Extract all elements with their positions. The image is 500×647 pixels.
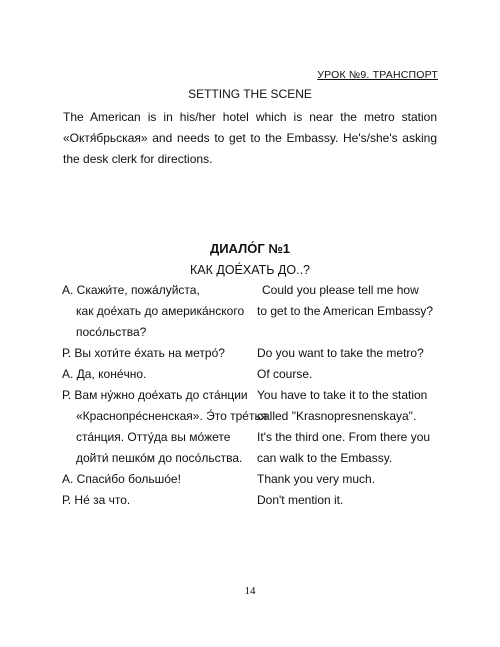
dialog-ru-line: А. Да, коне́чно. <box>62 367 147 381</box>
dialog-ru-line: «Краснопре́сненская». Э́то тре́тья <box>76 409 268 423</box>
dialog-ru-line: Р. Не́ за что. <box>62 493 131 507</box>
page-number: 14 <box>244 585 256 597</box>
dialog-ru-line: А. Скажи́те, пожа́луйста, <box>62 283 200 297</box>
dialog-ru-line: как дое́хать до америка́нского <box>76 304 245 318</box>
lesson-header: УРОК №9. ТРАНСПОРТ <box>317 69 438 81</box>
dialog-ru-line: ста́нция. Отту́да вы мо́жете <box>76 430 231 444</box>
dialog-subtitle: КАК ДОЕ́ХАТЬ ДО..? <box>190 263 310 277</box>
section-title: SETTING THE SCENE <box>188 87 312 101</box>
dialog-en-line: called "Krasnopresnenskaya". <box>257 409 417 423</box>
dialog-en-line: to get to the American Embassy? <box>257 304 434 318</box>
dialog-en-line: Could you please tell me how <box>262 283 419 297</box>
dialog-ru-line: А. Спаси́бо большо́е! <box>62 472 181 486</box>
dialog-ru-line: дойти́ пешко́м до посо́льства. <box>76 451 243 465</box>
dialog-en-line: You have to take it to the station <box>257 388 428 402</box>
scene-description: The American is in his/her hotel which is near the metro station «Октя́брьская» and needs to get to the Embassy. He's/she's asking the desk clerk for directions. <box>63 110 437 166</box>
dialog-en-line: Don't mention it. <box>257 493 344 507</box>
dialog-en-line: Of course. <box>257 367 313 381</box>
dialog-en-line: Do you want to take the metro? <box>257 346 424 360</box>
dialog-ru-line: Р. Вам ну́жно дое́хать до ста́нции <box>62 388 248 402</box>
dialog-ru-line: посо́льства? <box>76 325 147 339</box>
dialog-title: ДИАЛО́Г №1 <box>209 241 291 256</box>
dialog-en-line: can walk to the Embassy. <box>257 451 393 465</box>
dialog-ru-line: Р. Вы хоти́те е́хать на метро́? <box>62 346 225 360</box>
dialog-en-line: It's the third one. From there you <box>257 430 431 444</box>
dialog-en-line: Thank you very much. <box>257 472 376 486</box>
